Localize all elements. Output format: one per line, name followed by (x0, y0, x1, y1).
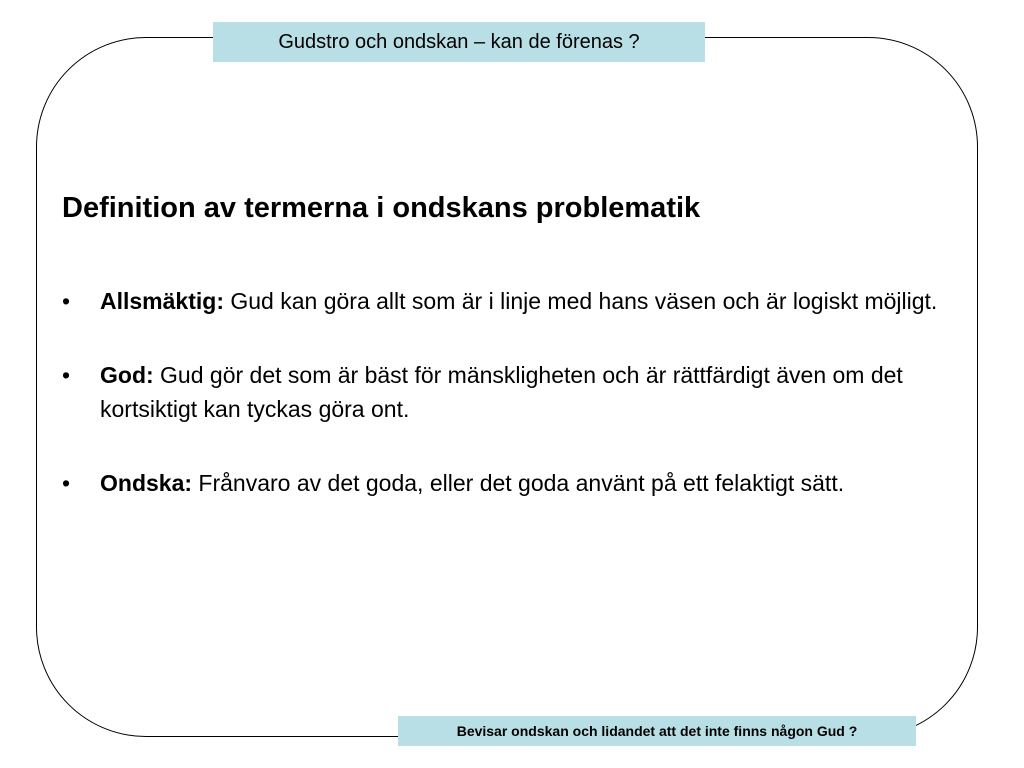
bullet-icon: • (62, 470, 71, 496)
definition-text: Frånvaro av det goda, eller det goda använt på ett felaktigt sätt. (192, 470, 845, 496)
definition-item-allsmaktig (62, 284, 962, 318)
slide-title: Definition av termerna i ondskans problematik (62, 192, 701, 224)
definition-term: Ondska: (100, 470, 193, 496)
footer-label: Bevisar ondskan och lidandet att det inte finns någon Gud ? (398, 716, 916, 746)
definition-term: God: (100, 362, 154, 388)
definition-item-god (62, 358, 962, 426)
definition-list (62, 284, 962, 540)
definition-text: Gud kan göra allt som är i linje med hans väsen och är logiskt möjligt. (223, 288, 938, 314)
definition-item-ondska (62, 466, 962, 500)
definition-text: Gud gör det som är bäst för mänskligheten och är rättfärdigt även om det kortsiktigt kan tyckas göra ont. (100, 362, 903, 422)
definition-term: Allsmäktig: (100, 288, 224, 314)
header-label: Gudstro och ondskan – kan de förenas ? (213, 22, 705, 62)
bullet-icon: • (62, 288, 71, 314)
bullet-icon: • (62, 362, 71, 388)
